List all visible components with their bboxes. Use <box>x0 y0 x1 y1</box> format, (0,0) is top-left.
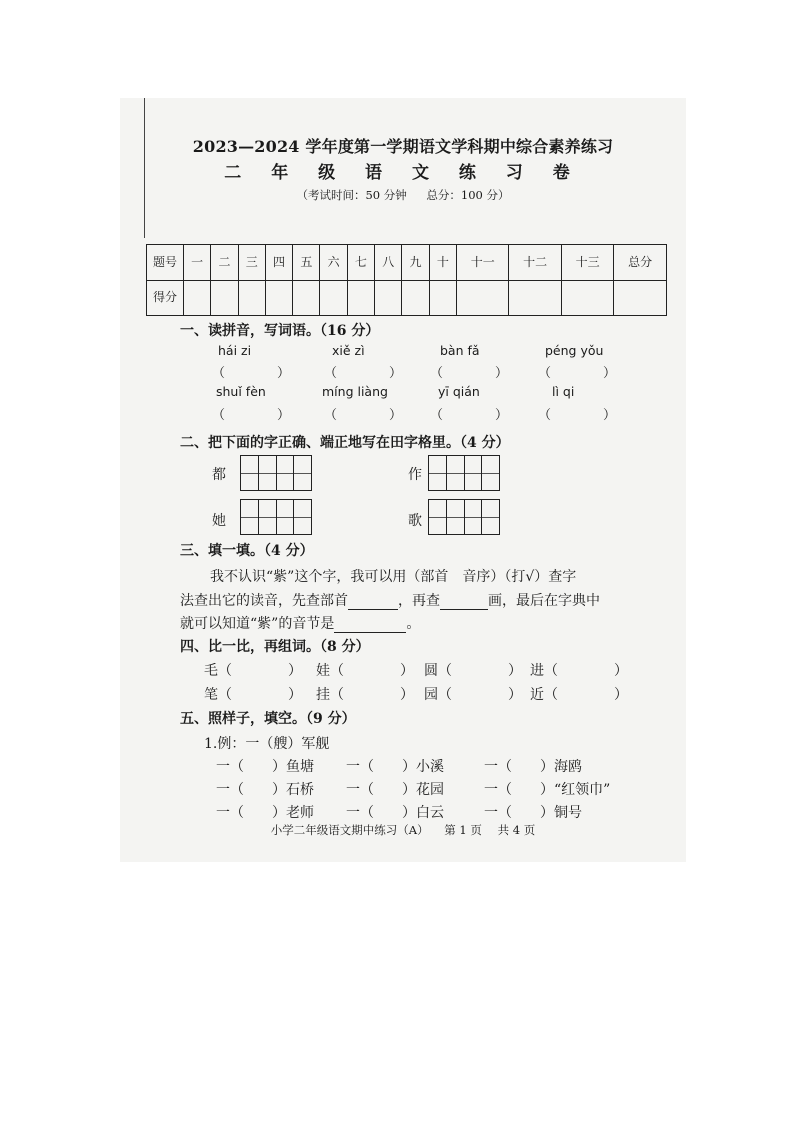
practice-char: 都 <box>212 467 226 483</box>
score-table-col: 五 <box>293 245 320 281</box>
exam-info <box>120 187 686 203</box>
pinyin-item: xiě zì <box>332 343 365 358</box>
measure-word-item: 一（ ）铜号 <box>484 805 582 821</box>
practice-char: 作 <box>408 467 422 483</box>
measure-noun: 花园 <box>416 782 444 798</box>
measure-noun: 石桥 <box>286 782 314 798</box>
measure-noun: 小溪 <box>416 759 444 775</box>
compare-char: 毛（ ） <box>204 663 302 679</box>
compare-char-text: 圆 <box>424 663 438 679</box>
score-cell[interactable] <box>456 280 508 316</box>
score-cell[interactable] <box>293 280 320 316</box>
measure-word-item: 一（ ）白云 <box>346 805 444 821</box>
score-table-col: 三 <box>238 245 265 281</box>
score-cell[interactable] <box>347 280 374 316</box>
answer-parens[interactable]: （ ） <box>324 408 403 423</box>
compare-char: 近（ ） <box>530 687 628 703</box>
score-table-col: 十 <box>429 245 456 281</box>
section-5-example: 1.例：一（艘）军舰 <box>204 736 330 752</box>
score-cell[interactable] <box>614 280 667 316</box>
pinyin-item: péng yǒu <box>545 343 604 358</box>
score-table <box>146 244 667 316</box>
measure-noun: 老师 <box>286 805 314 821</box>
footer-name: 小学二年级语文期中练习（A） <box>270 823 429 837</box>
section-1-title: 一、读拼音，写词语。（16 分） <box>180 323 380 339</box>
section-3-line-1: 我不认识“紫”这个字，我可以用（部首 音序）（打√）查字 <box>210 569 577 585</box>
score-table-col: 总分 <box>614 245 667 281</box>
footer-page: 第 1 页 <box>444 823 482 837</box>
compare-char: 园（ ） <box>424 687 522 703</box>
compare-char: 娃（ ） <box>316 663 414 679</box>
compare-char-text: 笔 <box>204 687 218 703</box>
pinyin-item: lì qi <box>552 384 575 399</box>
compare-char: 挂（ ） <box>316 687 414 703</box>
section-4-title: 四、比一比，再组词。（8 分） <box>180 639 370 655</box>
score-cell[interactable] <box>320 280 347 316</box>
tian-grid[interactable] <box>428 455 500 491</box>
measure-prefix: 一 <box>216 759 230 775</box>
compare-char-text: 毛 <box>204 663 218 679</box>
answer-parens[interactable]: （ ） <box>538 366 617 381</box>
measure-word-item: 一（ ）花园 <box>346 782 444 798</box>
measure-word-item: 一（ ）老师 <box>216 805 314 821</box>
score-table-col: 七 <box>347 245 374 281</box>
score-cell[interactable] <box>509 280 561 316</box>
section-3-line-3 <box>180 613 420 633</box>
score-cell[interactable] <box>375 280 402 316</box>
compare-char: 圆（ ） <box>424 663 522 679</box>
score-table-col: 十三 <box>561 245 613 281</box>
score-table-row-scores <box>147 280 667 316</box>
compare-char: 笔（ ） <box>204 687 302 703</box>
measure-word-item: 一（ ）鱼塘 <box>216 759 314 775</box>
measure-prefix: 一 <box>484 782 498 798</box>
measure-word-item: 一（ ）海鸥 <box>484 759 582 775</box>
answer-blank[interactable] <box>440 595 488 610</box>
tian-grid[interactable] <box>428 499 500 535</box>
measure-prefix: 一 <box>216 782 230 798</box>
footer-total: 共 4 页 <box>497 823 536 837</box>
section-3-line-2 <box>180 590 600 610</box>
exam-subtitle: 二 年 级 语 文 练 习 卷 <box>224 163 582 183</box>
score-cell[interactable] <box>561 280 613 316</box>
practice-char: 歌 <box>408 513 422 529</box>
section-3-text: 法查出它的读音，先查部首 <box>180 593 348 609</box>
score-table-col: 十二 <box>509 245 561 281</box>
section-3-text: 。 <box>406 616 421 632</box>
score-table-col: 四 <box>265 245 292 281</box>
measure-noun: 海鸥 <box>554 759 582 775</box>
measure-word-item: 一（ ）小溪 <box>346 759 444 775</box>
section-2-title: 二、把下面的字正确、端正地写在田字格里。（4 分） <box>180 435 510 451</box>
pinyin-item: míng liàng <box>322 384 388 399</box>
measure-prefix: 一 <box>346 759 360 775</box>
score-cell[interactable] <box>184 280 211 316</box>
score-table-col: 二 <box>211 245 238 281</box>
score-table-row-questions <box>147 245 667 281</box>
tian-grid[interactable] <box>240 499 312 535</box>
pinyin-item: yī qián <box>438 384 480 399</box>
exam-total-score: 总分：100 分） <box>426 188 510 202</box>
score-table-col: 九 <box>402 245 429 281</box>
exam-title: 2023—2024 学年度第一学期语文学科期中综合素养练习 <box>192 137 614 156</box>
compare-char-text: 挂 <box>316 687 330 703</box>
compare-char-text: 进 <box>530 663 544 679</box>
tian-grid[interactable] <box>240 455 312 491</box>
score-cell[interactable] <box>429 280 456 316</box>
measure-prefix: 一 <box>346 805 360 821</box>
answer-parens[interactable]: （ ） <box>430 366 509 381</box>
measure-noun: 铜号 <box>554 805 582 821</box>
answer-parens[interactable]: （ ） <box>538 408 617 423</box>
score-table-col: 一 <box>184 245 211 281</box>
measure-prefix: 一 <box>484 805 498 821</box>
compare-char-text: 园 <box>424 687 438 703</box>
score-cell[interactable] <box>402 280 429 316</box>
score-table-col: 十一 <box>456 245 508 281</box>
score-table-row1-label: 题号 <box>147 245 184 281</box>
answer-blank[interactable] <box>334 618 406 633</box>
score-table-col: 八 <box>375 245 402 281</box>
answer-parens[interactable]: （ ） <box>212 408 291 423</box>
score-cell[interactable] <box>265 280 292 316</box>
measure-prefix: 一 <box>484 759 498 775</box>
answer-parens[interactable]: （ ） <box>430 408 509 423</box>
pinyin-item: hái zi <box>218 343 252 358</box>
measure-word-item: 一（ ）石桥 <box>216 782 314 798</box>
compare-char-text: 娃 <box>316 663 330 679</box>
score-table-row2-label: 得分 <box>147 280 184 316</box>
answer-parens[interactable]: （ ） <box>212 366 291 381</box>
exam-time: （考试时间：50 分钟 <box>296 188 407 202</box>
page-footer <box>120 822 686 838</box>
practice-char: 她 <box>212 513 226 529</box>
pinyin-item: bàn fǎ <box>440 343 480 358</box>
compare-char: 进（ ） <box>530 663 628 679</box>
score-table-col: 六 <box>320 245 347 281</box>
measure-noun: 白云 <box>416 805 444 821</box>
measure-prefix: 一 <box>216 805 230 821</box>
score-cell[interactable] <box>211 280 238 316</box>
compare-char-text: 近 <box>530 687 544 703</box>
measure-word-item: 一（ ）“红领巾” <box>484 782 611 798</box>
measure-prefix: 一 <box>346 782 360 798</box>
section-5-title: 五、照样子，填空。（9 分） <box>180 711 356 727</box>
section-3-text: 画，最后在字典中 <box>488 593 600 609</box>
measure-noun: 鱼塘 <box>286 759 314 775</box>
section-3-text: 就可以知道“紫”的音节是 <box>180 616 335 632</box>
measure-noun: “红领巾” <box>554 782 611 798</box>
section-3-text: ，再查 <box>398 593 440 609</box>
answer-parens[interactable]: （ ） <box>324 366 403 381</box>
score-cell[interactable] <box>238 280 265 316</box>
section-3-title: 三、填一填。（4 分） <box>180 543 314 559</box>
answer-blank[interactable] <box>348 595 398 610</box>
pinyin-item: shuǐ fèn <box>216 384 266 399</box>
